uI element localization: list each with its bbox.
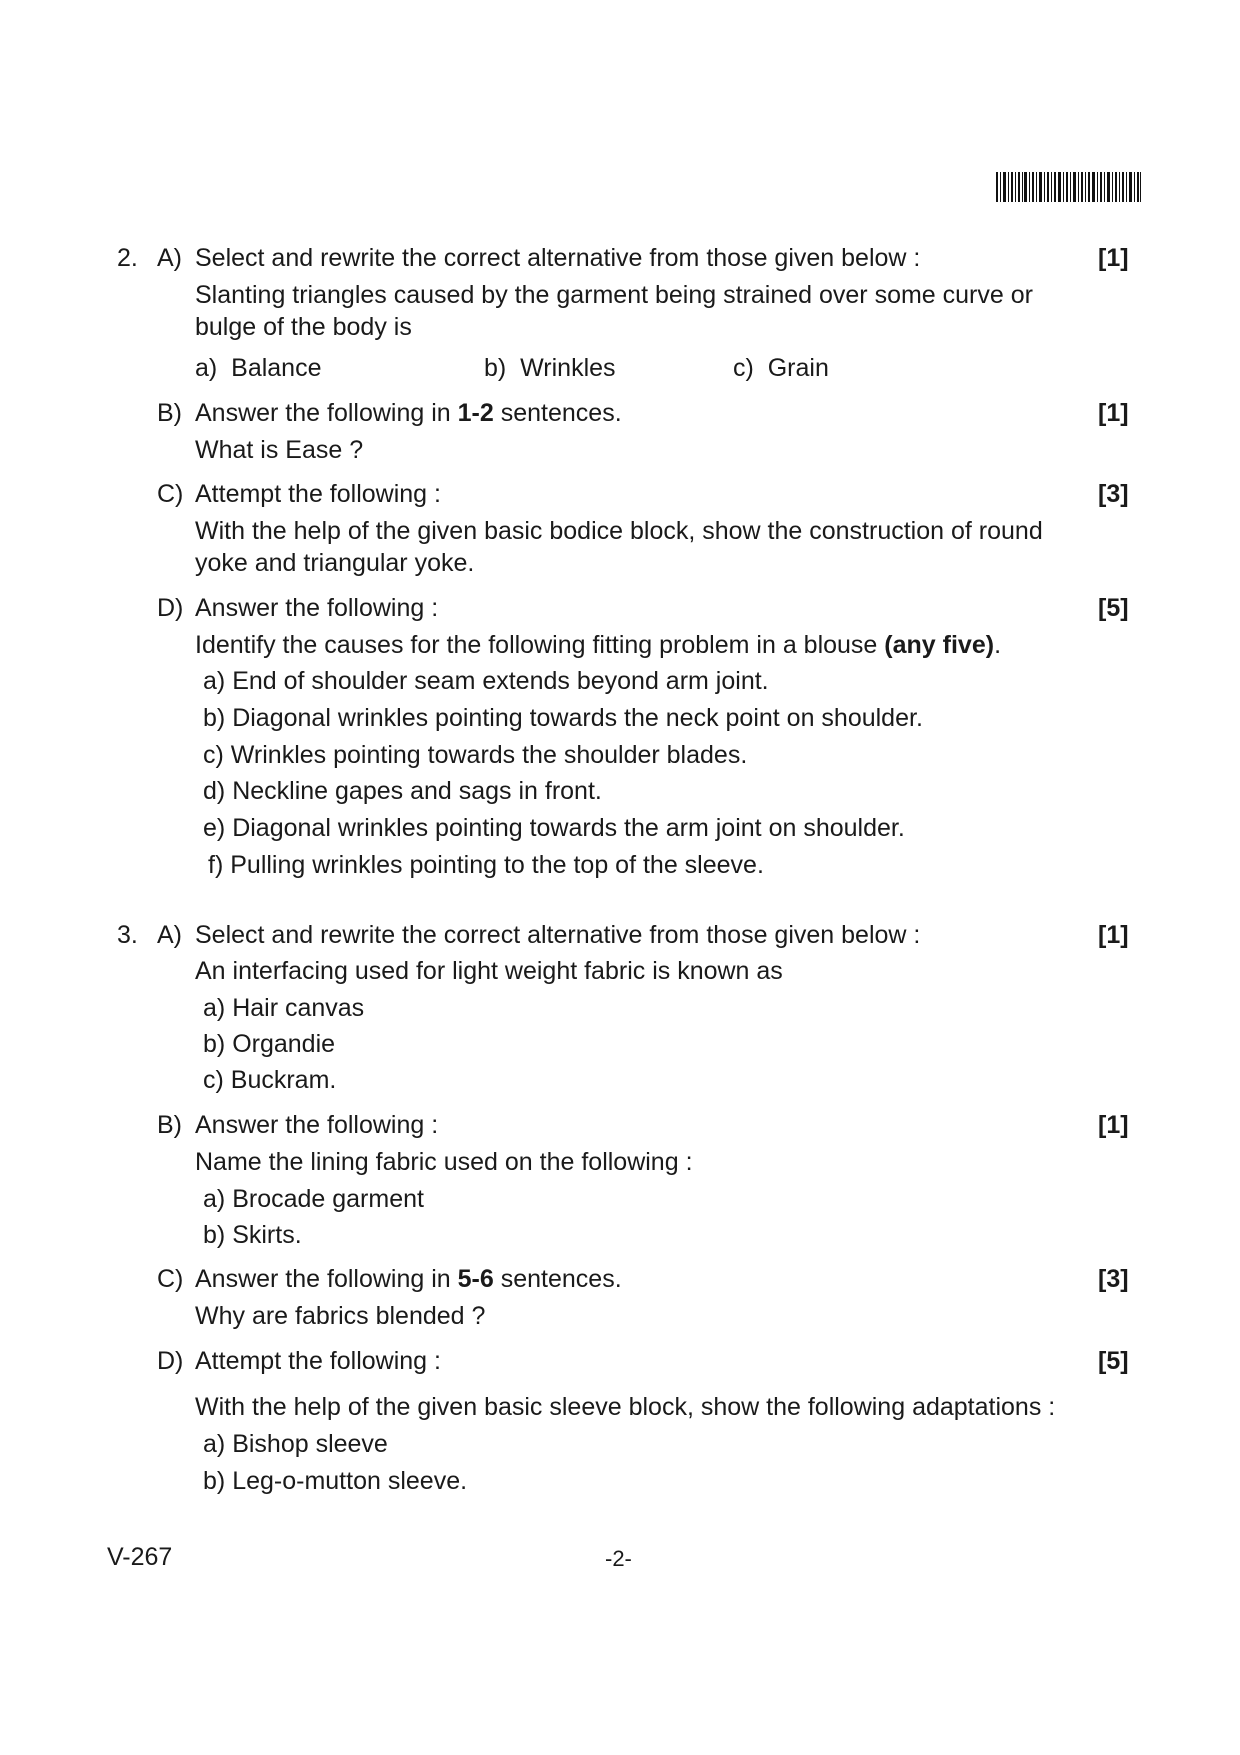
option-label: b) — [484, 354, 507, 382]
option — [195, 353, 322, 383]
instruction: Answer the following in 1-2 sentences. — [195, 399, 622, 427]
question-text: With the help of the given basic sleeve block, show the following adaptations : — [195, 1393, 1056, 1421]
question-text: Name the lining fabric used on the following : — [195, 1148, 693, 1176]
subquestion-label: D) — [157, 594, 184, 622]
option: b) Organdie — [203, 1030, 336, 1058]
question-text: Slanting triangles caused by the garment being strained over some curve or — [195, 281, 1033, 309]
option — [484, 353, 616, 383]
list-item: a) Brocade garment — [203, 1185, 424, 1213]
list-item: e) Diagonal wrinkles pointing towards the arm joint on shoulder. — [203, 814, 905, 842]
option-text: Wrinkles — [520, 354, 616, 382]
question-text: With the help of the given basic bodice block, show the construction of round — [195, 517, 1043, 545]
question-text: yoke and triangular yoke. — [195, 549, 475, 577]
instruction: Answer the following in 5-6 sentences. — [195, 1265, 622, 1293]
option — [733, 353, 829, 383]
paper-code: V-267 — [107, 1543, 173, 1571]
question-text: Why are fabrics blended ? — [195, 1302, 486, 1330]
subquestion-label: C) — [157, 480, 184, 508]
barcode-image — [996, 172, 1141, 202]
list-item: a) End of shoulder seam extends beyond arm joint. — [203, 667, 769, 695]
instruction: Select and rewrite the correct alternative from those given below : — [195, 244, 921, 272]
option: a) Hair canvas — [203, 994, 365, 1022]
marks: [1] — [1098, 921, 1129, 949]
question-text: An interfacing used for light weight fabric is known as — [195, 957, 783, 985]
question-text: bulge of the body is — [195, 313, 412, 341]
question-text: What is Ease ? — [195, 436, 364, 464]
marks: [1] — [1098, 1111, 1129, 1139]
list-item: b) Skirts. — [203, 1221, 302, 1249]
subquestion-label: A) — [157, 921, 182, 949]
list-item: f) Pulling wrinkles pointing to the top of the sleeve. — [208, 851, 764, 879]
option-text: Grain — [767, 354, 829, 382]
option-text: Balance — [231, 354, 322, 382]
instruction: Answer the following : — [195, 594, 439, 622]
option: c) Buckram. — [203, 1066, 337, 1094]
marks: [5] — [1098, 594, 1129, 622]
instruction: Attempt the following : — [195, 480, 441, 508]
question-text: Identify the causes for the following fitting problem in a blouse (any five). — [195, 631, 1002, 659]
subquestion-label: B) — [157, 399, 182, 427]
list-item: b) Leg-o-mutton sleeve. — [203, 1467, 468, 1495]
subquestion-label: B) — [157, 1111, 182, 1139]
marks: [1] — [1098, 244, 1129, 272]
subquestion-label: C) — [157, 1265, 184, 1293]
instruction: Answer the following : — [195, 1111, 439, 1139]
instruction: Select and rewrite the correct alternative from those given below : — [195, 921, 921, 949]
marks: [3] — [1098, 480, 1129, 508]
marks: [5] — [1098, 1347, 1129, 1375]
option-label: c) — [733, 354, 754, 382]
question-number: 2. — [117, 244, 138, 272]
list-item: d) Neckline gapes and sags in front. — [203, 777, 602, 805]
subquestion-label: A) — [157, 244, 182, 272]
instruction: Attempt the following : — [195, 1347, 441, 1375]
marks: [1] — [1098, 399, 1129, 427]
question-number: 3. — [117, 921, 138, 949]
marks: [3] — [1098, 1265, 1129, 1293]
list-item: c) Wrinkles pointing towards the shoulder blades. — [203, 741, 748, 769]
list-item: b) Diagonal wrinkles pointing towards the neck point on shoulder. — [203, 704, 923, 732]
option-label: a) — [195, 354, 218, 382]
list-item: a) Bishop sleeve — [203, 1430, 388, 1458]
subquestion-label: D) — [157, 1347, 184, 1375]
page-number: -2- — [605, 1546, 632, 1571]
